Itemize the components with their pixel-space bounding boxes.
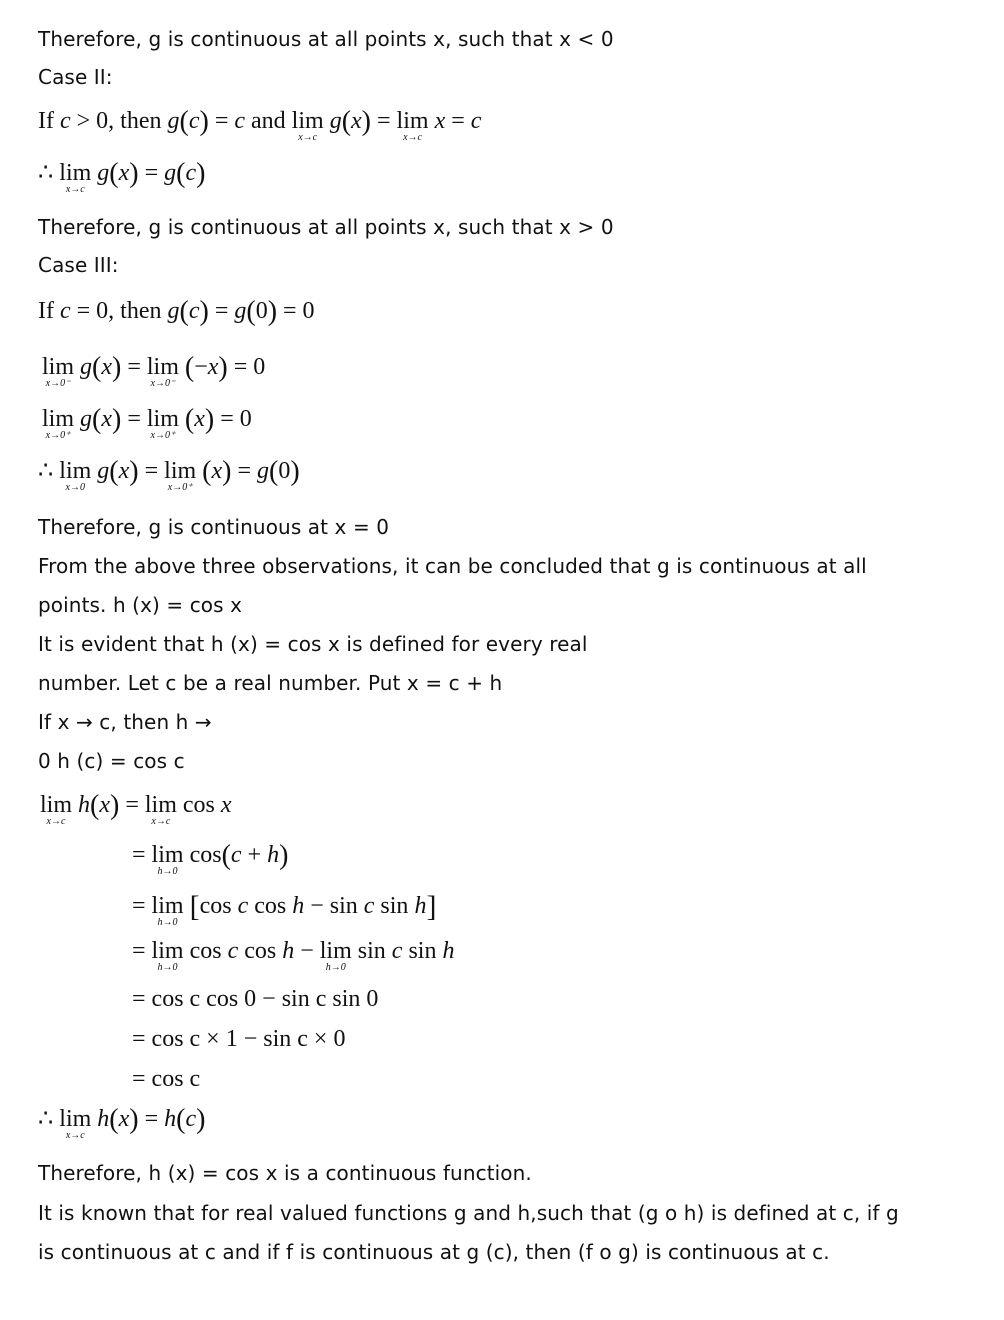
limit-subscript: x→c	[403, 132, 422, 143]
limit-subscript: x→0⁻	[45, 378, 71, 389]
limit-subscript: h→0	[157, 962, 178, 973]
equation-step: = lim h→0 cos(c + h)	[132, 840, 289, 877]
text-line: Therefore, g is continuous at all points x, such that x > 0	[38, 215, 614, 239]
limit-subscript: x→0	[65, 482, 86, 493]
case-heading: Case III:	[38, 253, 119, 277]
equation-step: = lim h→0 cos c cos h − lim h→0 sin c sin h	[132, 938, 455, 973]
text-line: From the above three observations, it can be concluded that g is continuous at all	[38, 554, 867, 578]
text-line: 0 h (c) = cos c	[38, 749, 185, 773]
equation-step: = cos c cos 0 − sin c sin 0	[132, 986, 379, 1012]
limit-subscript: x→0⁺	[150, 430, 176, 441]
text-line: Therefore, g is continuous at x = 0	[38, 515, 390, 539]
limit-subscript: h→0	[157, 866, 178, 877]
equation-left-limit: lim x→0⁻ g(x) = lim x→0⁻ (−x) = 0	[42, 352, 266, 389]
text-line: It is known that for real valued functions g and h,such that (g o h) is defined at c, if g	[38, 1201, 899, 1225]
equation-step: = lim h→0 [cos c cos h − sin c sin h]	[132, 890, 437, 928]
limit-subscript: h→0	[325, 962, 346, 973]
equation-cos-conclusion: ∴ lim x→c h(x) = h(c)	[38, 1104, 206, 1141]
equation-right-limit: lim x→0⁺ g(x) = lim x→0⁺ (x) = 0	[42, 404, 252, 441]
text-line: points. h (x) = cos x	[38, 593, 243, 617]
limit-subscript: x→c	[151, 816, 171, 827]
equation-case3-conclusion: ∴ lim x→0 g(x) = lim x→0⁺ (x) = g(0)	[38, 456, 300, 493]
text-line: It is evident that h (x) = cos x is defined for every real	[38, 632, 588, 656]
limit-subscript: x→0⁺	[45, 430, 71, 441]
equation-case2-conclusion: ∴ lim x→c g(x) = g(c)	[38, 158, 206, 195]
limit-subscript: x→c	[65, 1130, 85, 1141]
text-line: If x → c, then h →	[38, 710, 212, 734]
text-line: is continuous at c and if f is continuous at g (c), then (f o g) is continuous at c.	[38, 1240, 830, 1264]
equation-case2-condition: If c > 0, then g(c) = c and lim x→c g(x) = lim x→c x = c	[38, 106, 482, 143]
limit-subscript: x→0⁺	[167, 482, 193, 493]
limit-subscript: h→0	[157, 917, 178, 928]
text-line: Therefore, g is continuous at all points x, such that x < 0	[38, 27, 614, 51]
limit-subscript: x→c	[65, 184, 85, 195]
limit-subscript: x→c	[298, 132, 318, 143]
text-line: number. Let c be a real number. Put x = c + h	[38, 671, 503, 695]
case-heading: Case II:	[38, 65, 113, 89]
equation-cos-limit: lim x→c h(x) = lim x→c cos x	[40, 790, 232, 827]
limit-subscript: x→c	[46, 816, 66, 827]
equation-case3-condition: If c = 0, then g(c) = g(0) = 0	[38, 296, 315, 327]
equation-step: = cos c	[132, 1066, 201, 1092]
limit-subscript: x→0⁻	[150, 378, 176, 389]
equation-step: = cos c × 1 − sin c × 0	[132, 1026, 346, 1052]
text-line: Therefore, h (x) = cos x is a continuous function.	[38, 1161, 532, 1185]
